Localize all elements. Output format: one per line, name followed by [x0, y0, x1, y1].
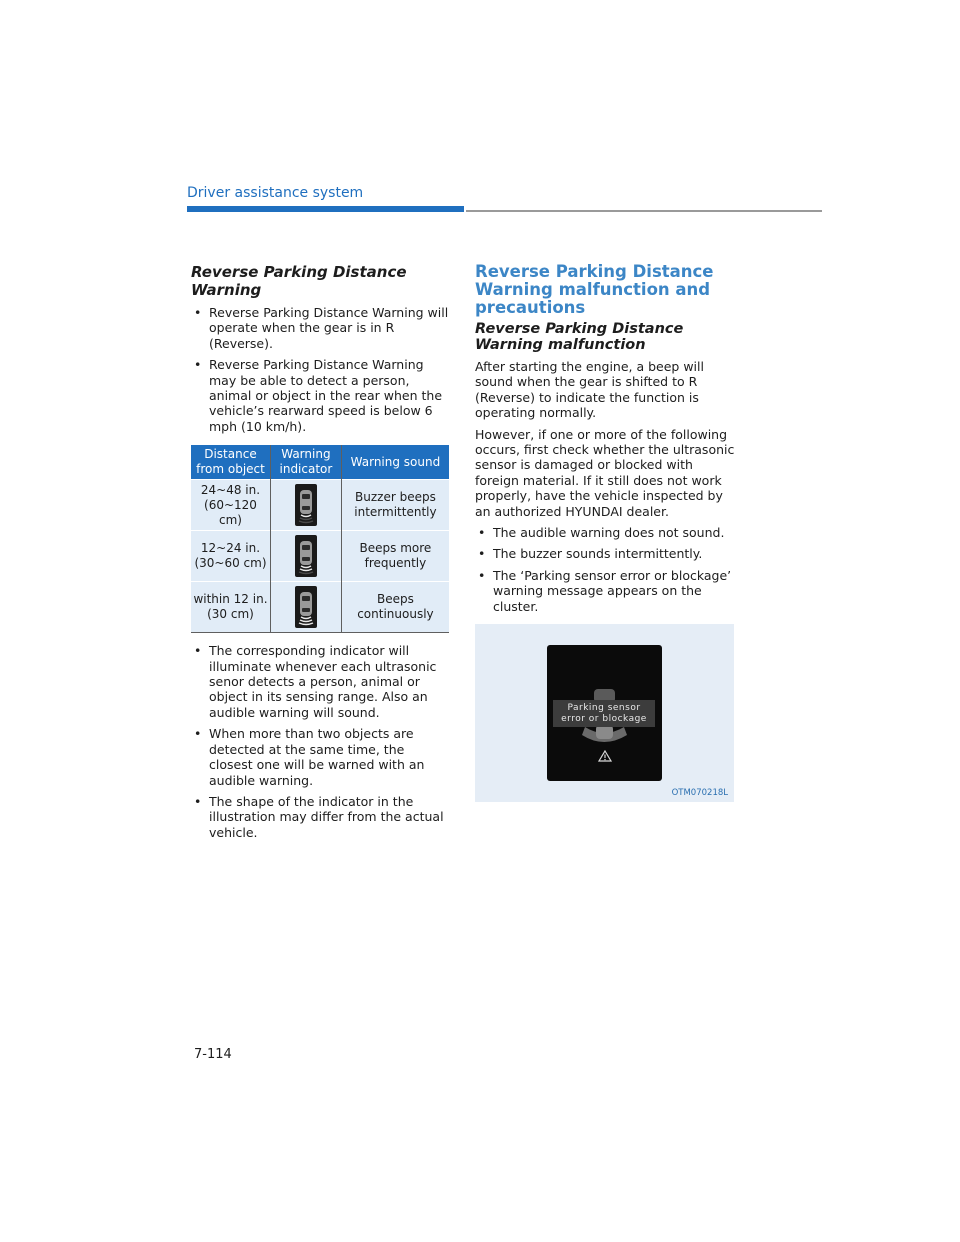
table-cell-distance: within 12 in. (30 cm) — [191, 582, 270, 633]
table-cell-sound: Beeps more frequently — [341, 531, 449, 582]
cluster-message-line: error or blockage — [561, 714, 647, 725]
cluster-figure — [475, 624, 734, 802]
table-cell-distance: 24~48 in. (60~120 cm) — [191, 480, 270, 531]
header-rule-thick — [187, 206, 464, 212]
cluster-message-line: Parking sensor — [567, 703, 641, 714]
body-paragraph: After starting the engine, a beep will sound when the gear is shifted to R (Reverse) to indicate the function is operating normally. — [475, 359, 704, 421]
cluster-warning-message — [553, 700, 655, 727]
table-cell-indicator — [270, 531, 341, 582]
section-heading-rpdw: Reverse Parking Distance Warning — [191, 263, 407, 299]
cluster-display — [547, 645, 662, 781]
table-cell-indicator — [270, 480, 341, 531]
table-header-distance: Distance from object — [191, 445, 270, 480]
table-row — [191, 582, 449, 633]
bullet-item: • The buzzer sounds intermittently. — [475, 546, 735, 561]
subsection-heading: Reverse Parking Distance Warning malfunction — [475, 321, 684, 353]
bullet-item: • When more than two objects are detected at the same time, the closest one will be warned with an audible warning. — [191, 726, 449, 788]
table-header-sound: Warning sound — [341, 445, 449, 480]
parking-indicator-icon — [295, 586, 317, 628]
header-rule-thin — [466, 210, 822, 212]
bullet-item: • Reverse Parking Distance Warning will operate when the gear is in R (Reverse). — [191, 305, 449, 351]
bullet-item: • The shape of the indicator in the illustration may differ from the actual vehicle. — [191, 794, 449, 840]
bullet-list-malfunction — [475, 525, 735, 614]
bullet-item: • The audible warning does not sound. — [475, 525, 735, 540]
table-header-indicator: Warning indicator — [270, 445, 341, 480]
table-header-row — [191, 445, 449, 480]
bullet-item: • The ‘Parking sensor error or blockage’ warning message appears on the cluster. — [475, 568, 735, 614]
table-row — [191, 531, 449, 582]
parking-indicator-icon — [295, 484, 317, 526]
table-row — [191, 480, 449, 531]
warning-triangle-icon — [598, 750, 612, 762]
header-title: Driver assistance system — [187, 185, 364, 201]
body-paragraph: However, if one or more of the following occurs, first check whether the ultrasonic sensor is damaged or blocked with foreign material. If it still does not work properly, have the vehicle inspected by an authorized HYUNDAI dealer. — [475, 426, 735, 519]
bullet-list-bottom — [191, 643, 449, 840]
right-column — [475, 263, 735, 802]
table-cell-distance: 12~24 in. (30~60 cm) — [191, 531, 270, 582]
section-heading-malfunction: Reverse Parking Distance Warning malfunction and precautions — [475, 262, 714, 317]
page-number: 7-114 — [194, 1047, 232, 1062]
table-cell-indicator — [270, 582, 341, 633]
distance-table — [191, 445, 449, 633]
bullet-item: • The corresponding indicator will illuminate whenever each ultrasonic senor detects a person, animal or object in its sensing range. Also an audible warning will sound. — [191, 643, 449, 720]
parking-indicator-icon — [295, 535, 317, 577]
bullet-list-top — [191, 305, 449, 434]
bullet-item: • Reverse Parking Distance Warning may be able to detect a person, animal or object in the rear when the vehicle’s rearward speed is below 6 mph (10 km/h). — [191, 357, 449, 434]
figure-code: OTM070218L — [671, 788, 728, 799]
left-column — [191, 263, 449, 846]
table-cell-sound: Beeps continuously — [341, 582, 449, 633]
table-cell-sound: Buzzer beeps intermittently — [341, 480, 449, 531]
